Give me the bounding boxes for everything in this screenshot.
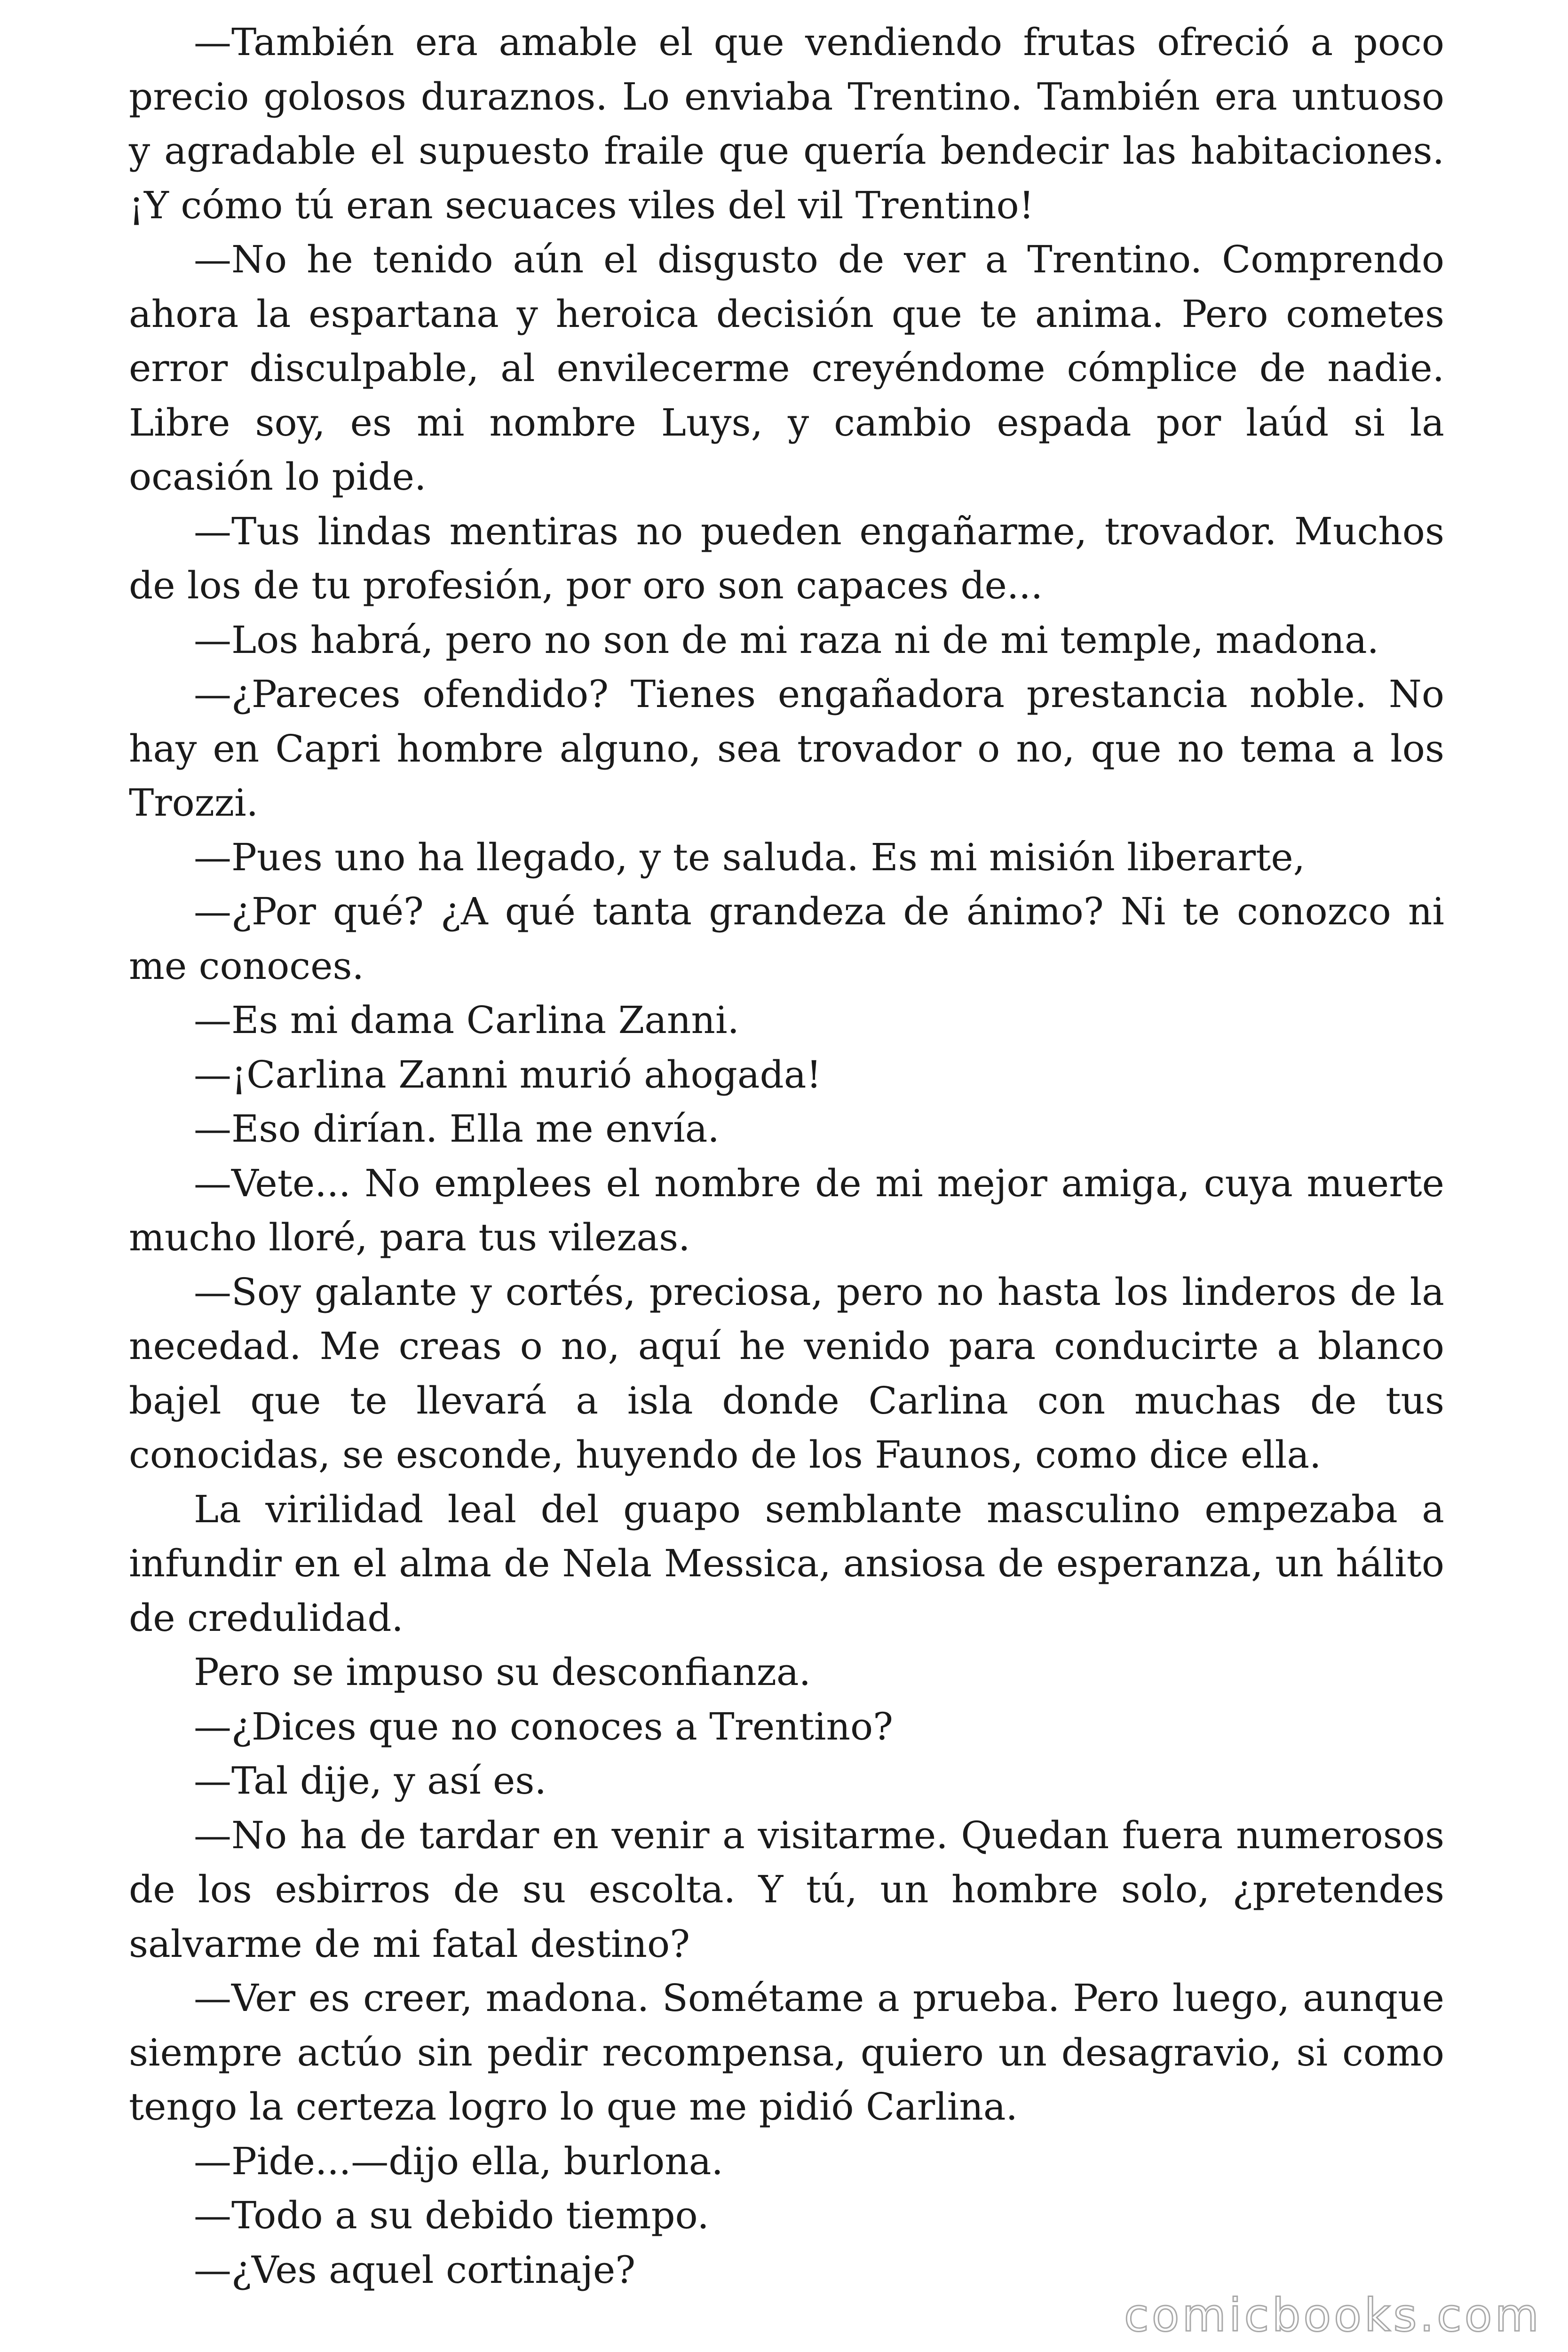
paragraph: —No he tenido aún el disgusto de ver a Trentino. Comprendo ahora la espartana y heroica decisión que te anima. Pero cometes error disculpable, al envilecerme creyéndome cómplice de nadie. Libre soy, es mi nombre Luys, y cambio espada por laúd si la ocasión lo pide. [129,238,1444,499]
paragraph: —Tal dije, y así es. [194,1759,546,1803]
paragraph: —¿Pareces ofendido? Tienes engañadora prestancia noble. No hay en Capri hombre alguno, sea trovador o no, que no tema a los Trozzi. [129,672,1444,825]
paragraph: —¡Carlina Zanni murió ahogada! [194,1052,822,1097]
paragraph: —Pues uno ha llegado, y te saluda. Es mi misión liberarte, [194,835,1306,879]
body-text [129,15,1444,2297]
paragraph: —¿Ves aquel cortinaje? [194,2248,636,2292]
paragraph: —Ver es creer, madona. Sométame a prueba. Pero luego, aunque siempre actúo sin pedir recompensa, quiero un desagravio, si como tengo la certeza logro lo que me pidió Carlina. [129,1976,1444,2129]
paragraph: —También era amable el que vendiendo frutas ofreció a poco precio golosos duraznos. Lo enviaba Trentino. También era untuoso y agradable el supuesto fraile que quería bendecir las habitaciones. ¡Y cómo tú eran secuaces viles del vil Trentino! [129,20,1444,227]
paragraph: La virilidad leal del guapo semblante masculino empezaba a infundir en el alma de Nela Messica, ansiosa de esperanza, un hálito de credulidad. [129,1487,1444,1640]
paragraph: —Es mi dama Carlina Zanni. [194,998,739,1042]
watermark: comicbooks.com [1124,2289,1542,2342]
paragraph: —¿Dices que no conoces a Trentino? [194,1704,894,1748]
paragraph: —Eso dirían. Ella me envía. [194,1107,720,1151]
paragraph: —Todo a su debido tiempo. [194,2193,709,2237]
paragraph: —No ha de tardar en venir a visitarme. Quedan fuera numerosos de los esbirros de su escolta. Y tú, un hombre solo, ¿pretendes salvarme de mi fatal destino? [129,1813,1444,1966]
paragraph: —Soy galante y cortés, preciosa, pero no hasta los linderos de la necedad. Me creas o no, aquí he venido para conducirte a blanco bajel que te llevará a isla donde Carlina con muchas de tus conocidas, se esconde, huyendo de los Faunos, como dice ella. [129,1270,1444,1477]
paragraph: —Los habrá, pero no son de mi raza ni de mi temple, madona. [194,618,1379,662]
paragraph: —Tus lindas mentiras no pueden engañarme, trovador. Muchos de los de tu profesión, por oro son capaces de... [129,509,1444,607]
paragraph: Pero se impuso su desconfianza. [194,1650,811,1694]
paragraph: —Vete... No emplees el nombre de mi mejor amiga, cuya muerte mucho lloré, para tus vilezas. [129,1161,1444,1259]
paragraph: —Pide...—dijo ella, burlona. [194,2139,723,2183]
paragraph: —¿Por qué? ¿A qué tanta grandeza de ánimo? Ni te conozco ni me conoces. [129,890,1444,988]
